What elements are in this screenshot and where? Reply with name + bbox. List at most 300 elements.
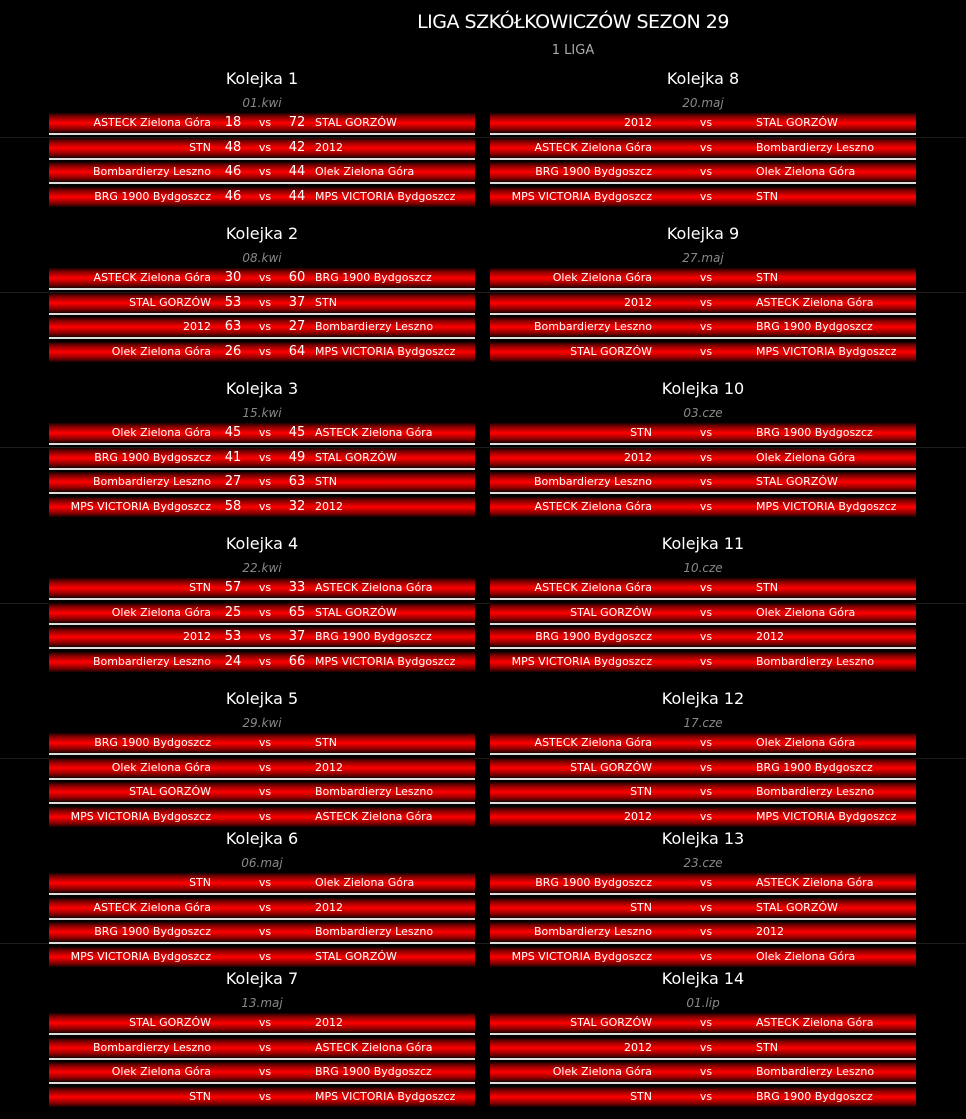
home-score: 27 xyxy=(224,474,242,490)
round-date: 03.cze xyxy=(683,406,723,420)
round-title: Kolejka 2 xyxy=(225,224,299,243)
match-row[interactable] xyxy=(490,1038,916,1060)
vs-label: vs xyxy=(699,295,713,309)
home-team: 2012 xyxy=(624,116,652,129)
match-row[interactable] xyxy=(49,758,475,780)
home-score: 53 xyxy=(224,629,242,645)
home-score: 41 xyxy=(224,449,242,465)
round-title: Kolejka 5 xyxy=(225,689,299,708)
round-title: Kolejka 6 xyxy=(225,829,299,848)
vs-label: vs xyxy=(699,785,713,799)
vs-label: vs xyxy=(258,1040,272,1054)
vs-label: vs xyxy=(258,876,272,889)
home-team: MPS VICTORIA Bydgoszcz xyxy=(511,190,652,204)
home-team: ASTECK Zielona Góra xyxy=(93,271,211,284)
match-row[interactable] xyxy=(49,1013,475,1035)
home-score: 26 xyxy=(224,344,242,360)
vs-label: vs xyxy=(258,140,272,154)
away-team: BRG 1900 Bydgoszcz xyxy=(756,760,873,774)
away-team: BRG 1900 Bydgoszcz xyxy=(315,1065,432,1079)
home-team: BRG 1900 Bydgoszcz xyxy=(94,736,211,749)
home-score: 45 xyxy=(224,425,242,440)
away-score: 42 xyxy=(288,139,306,155)
away-team: STAL GORZÓW xyxy=(315,950,397,964)
round-title: Kolejka 8 xyxy=(666,69,740,88)
vs-label: vs xyxy=(699,116,713,129)
away-team: Bombardierzy Leszno xyxy=(315,320,434,334)
home-team: MPS VICTORIA Bydgoszcz xyxy=(511,655,652,669)
vs-label: vs xyxy=(699,500,713,514)
match-row[interactable] xyxy=(49,317,475,339)
round-title: Kolejka 12 xyxy=(661,689,745,708)
round-date: 06.maj xyxy=(241,856,283,870)
vs-label: vs xyxy=(699,925,713,939)
vs-label: vs xyxy=(699,630,713,644)
match-row[interactable] xyxy=(49,293,475,315)
match-row[interactable] xyxy=(49,947,475,967)
round-2 xyxy=(49,222,475,365)
vs-label: vs xyxy=(258,900,272,914)
match-row[interactable] xyxy=(49,423,475,445)
away-team: STAL GORZÓW xyxy=(756,900,838,914)
match-row[interactable] xyxy=(49,113,475,135)
home-score: 57 xyxy=(224,580,242,595)
home-team: Olek Zielona Góra xyxy=(111,345,211,359)
round-date: 29.kwi xyxy=(242,716,282,730)
home-team: Bombardierzy Leszno xyxy=(533,320,652,334)
round-4 xyxy=(49,532,475,675)
home-score: 30 xyxy=(224,270,242,285)
away-team: STN xyxy=(315,295,337,309)
round-title: Kolejka 4 xyxy=(225,534,299,553)
home-score: 53 xyxy=(224,294,242,310)
match-row[interactable] xyxy=(490,317,916,339)
match-row[interactable] xyxy=(49,1087,475,1107)
away-team: ASTECK Zielona Góra xyxy=(315,810,433,824)
match-row[interactable] xyxy=(490,807,916,827)
vs-label: vs xyxy=(258,1065,272,1079)
round-title: Kolejka 3 xyxy=(225,379,299,398)
vs-label: vs xyxy=(699,1040,713,1054)
home-score: 18 xyxy=(224,115,242,130)
vs-label: vs xyxy=(258,190,272,204)
away-team: ASTECK Zielona Góra xyxy=(315,581,433,594)
match-row[interactable] xyxy=(49,187,475,207)
match-row[interactable] xyxy=(49,448,475,470)
home-team: BRG 1900 Bydgoszcz xyxy=(94,925,211,939)
away-team: 2012 xyxy=(315,760,343,774)
round-10 xyxy=(490,377,916,520)
league-subtitle: 1 LIGA xyxy=(551,43,595,58)
round-5 xyxy=(49,687,475,830)
round-date: 15.kwi xyxy=(242,406,282,420)
match-row[interactable] xyxy=(490,162,916,184)
match-row[interactable] xyxy=(49,578,475,600)
away-team: STN xyxy=(315,736,337,749)
away-score: 44 xyxy=(288,164,306,180)
home-team: Olek Zielona Góra xyxy=(111,605,211,619)
match-row[interactable] xyxy=(490,652,916,672)
away-team: 2012 xyxy=(315,900,343,914)
match-row[interactable] xyxy=(490,342,916,362)
home-team: STAL GORZÓW xyxy=(129,1016,211,1029)
home-team: MPS VICTORIA Bydgoszcz xyxy=(511,950,652,964)
match-row[interactable] xyxy=(490,758,916,780)
away-team: STAL GORZÓW xyxy=(756,475,838,489)
home-team: STN xyxy=(630,785,652,799)
away-score: 44 xyxy=(288,189,306,205)
away-team: STN xyxy=(756,190,778,204)
away-team: STAL GORZÓW xyxy=(756,116,838,129)
home-team: MPS VICTORIA Bydgoszcz xyxy=(70,500,211,514)
away-team: Bombardierzy Leszno xyxy=(756,140,875,154)
vs-label: vs xyxy=(699,426,713,439)
home-team: STN xyxy=(630,1090,652,1104)
away-team: Olek Zielona Góra xyxy=(315,876,415,889)
match-row[interactable] xyxy=(49,922,475,944)
match-row[interactable] xyxy=(49,342,475,362)
vs-label: vs xyxy=(258,295,272,309)
vs-label: vs xyxy=(258,655,272,669)
match-row[interactable] xyxy=(49,138,475,160)
home-team: Bombardierzy Leszno xyxy=(92,655,211,669)
match-row[interactable] xyxy=(490,603,916,625)
match-row[interactable] xyxy=(49,1038,475,1060)
home-team: STAL GORZÓW xyxy=(570,760,652,774)
match-row[interactable] xyxy=(490,138,916,160)
vs-label: vs xyxy=(699,140,713,154)
round-title: Kolejka 10 xyxy=(661,379,745,398)
away-team: Bombardierzy Leszno xyxy=(315,785,434,799)
vs-label: vs xyxy=(258,320,272,334)
home-team: ASTECK Zielona Góra xyxy=(534,581,652,594)
match-row[interactable] xyxy=(490,733,916,755)
round-title: Kolejka 9 xyxy=(666,224,740,243)
away-team: MPS VICTORIA Bydgoszcz xyxy=(315,1090,456,1104)
match-row[interactable] xyxy=(490,268,916,290)
round-title: Kolejka 1 xyxy=(225,69,299,88)
home-team: BRG 1900 Bydgoszcz xyxy=(535,630,652,644)
round-title: Kolejka 11 xyxy=(661,534,745,553)
round-11 xyxy=(490,532,916,675)
round-title: Kolejka 13 xyxy=(661,829,745,848)
home-team: STN xyxy=(189,1090,211,1104)
away-score: 66 xyxy=(288,654,306,670)
vs-label: vs xyxy=(258,1016,272,1029)
home-score: 63 xyxy=(224,319,242,335)
home-team: Bombardierzy Leszno xyxy=(533,475,652,489)
page-title: LIGA SZKÓŁKOWICZÓW SEZON 29 xyxy=(417,11,729,33)
away-team: MPS VICTORIA Bydgoszcz xyxy=(315,345,456,359)
vs-label: vs xyxy=(699,1016,713,1029)
away-team: 2012 xyxy=(756,925,784,939)
home-score: 46 xyxy=(224,164,242,180)
match-row[interactable] xyxy=(490,293,916,315)
away-team: MPS VICTORIA Bydgoszcz xyxy=(315,655,456,669)
vs-label: vs xyxy=(699,950,713,964)
away-team: Bombardierzy Leszno xyxy=(756,1065,875,1079)
away-team: ASTECK Zielona Góra xyxy=(756,1016,874,1029)
match-row[interactable] xyxy=(490,1013,916,1035)
match-row[interactable] xyxy=(49,782,475,804)
away-score: 60 xyxy=(288,270,306,285)
round-3 xyxy=(49,377,475,520)
home-team: MPS VICTORIA Bydgoszcz xyxy=(70,810,211,824)
match-row[interactable] xyxy=(490,947,916,967)
vs-label: vs xyxy=(258,760,272,774)
match-row[interactable] xyxy=(49,603,475,625)
vs-label: vs xyxy=(699,605,713,619)
away-team: Olek Zielona Góra xyxy=(756,950,856,964)
away-team: Bombardierzy Leszno xyxy=(756,785,875,799)
match-row[interactable] xyxy=(490,922,916,944)
away-score: 72 xyxy=(288,115,306,130)
away-team: BRG 1900 Bydgoszcz xyxy=(756,1090,873,1104)
vs-label: vs xyxy=(699,475,713,489)
away-score: 33 xyxy=(288,580,306,595)
away-team: STN xyxy=(756,581,778,594)
vs-label: vs xyxy=(699,760,713,774)
home-team: STN xyxy=(630,426,652,439)
home-team: ASTECK Zielona Góra xyxy=(93,900,211,914)
vs-label: vs xyxy=(258,736,272,749)
vs-label: vs xyxy=(699,810,713,824)
home-team: Olek Zielona Góra xyxy=(552,1065,652,1079)
round-title: Kolejka 14 xyxy=(661,969,745,988)
home-team: Olek Zielona Góra xyxy=(111,426,211,439)
away-team: Olek Zielona Góra xyxy=(756,450,856,464)
away-team: ASTECK Zielona Góra xyxy=(756,295,874,309)
away-score: 32 xyxy=(288,499,306,515)
away-team: STAL GORZÓW xyxy=(315,450,397,464)
away-score: 63 xyxy=(288,474,306,490)
home-team: Bombardierzy Leszno xyxy=(533,925,652,939)
away-team: Olek Zielona Góra xyxy=(756,165,856,179)
vs-label: vs xyxy=(258,116,272,129)
away-team: ASTECK Zielona Góra xyxy=(315,1040,433,1054)
vs-label: vs xyxy=(699,900,713,914)
vs-label: vs xyxy=(699,450,713,464)
round-date: 01.kwi xyxy=(242,96,282,110)
away-score: 64 xyxy=(288,344,306,360)
vs-label: vs xyxy=(258,475,272,489)
vs-label: vs xyxy=(258,925,272,939)
home-team: 2012 xyxy=(183,630,211,644)
vs-label: vs xyxy=(258,1090,272,1104)
vs-label: vs xyxy=(699,320,713,334)
home-team: Bombardierzy Leszno xyxy=(92,475,211,489)
home-team: STN xyxy=(630,900,652,914)
home-team: BRG 1900 Bydgoszcz xyxy=(94,190,211,204)
home-team: Bombardierzy Leszno xyxy=(92,1040,211,1054)
match-row[interactable] xyxy=(49,733,475,755)
match-row[interactable] xyxy=(490,898,916,920)
home-team: 2012 xyxy=(624,450,652,464)
home-team: BRG 1900 Bydgoszcz xyxy=(535,876,652,889)
away-team: MPS VICTORIA Bydgoszcz xyxy=(315,190,456,204)
match-row[interactable] xyxy=(490,782,916,804)
round-title: Kolejka 7 xyxy=(225,969,299,988)
match-row[interactable] xyxy=(49,472,475,494)
away-team: STN xyxy=(756,1040,778,1054)
home-team: MPS VICTORIA Bydgoszcz xyxy=(70,950,211,964)
match-row[interactable] xyxy=(490,472,916,494)
match-row[interactable] xyxy=(49,807,475,827)
away-team: BRG 1900 Bydgoszcz xyxy=(315,630,432,644)
away-team: BRG 1900 Bydgoszcz xyxy=(315,271,432,284)
match-row[interactable] xyxy=(49,497,475,517)
home-team: STAL GORZÓW xyxy=(570,345,652,359)
vs-label: vs xyxy=(258,450,272,464)
away-team: MPS VICTORIA Bydgoszcz xyxy=(756,345,897,359)
away-team: Bombardierzy Leszno xyxy=(315,925,434,939)
away-team: Olek Zielona Góra xyxy=(315,165,415,179)
home-team: Olek Zielona Góra xyxy=(111,1065,211,1079)
vs-label: vs xyxy=(699,165,713,179)
round-date: 13.maj xyxy=(241,996,283,1010)
vs-label: vs xyxy=(699,271,713,284)
vs-label: vs xyxy=(258,500,272,514)
away-team: STN xyxy=(756,271,778,284)
home-team: STAL GORZÓW xyxy=(129,785,211,799)
home-team: ASTECK Zielona Góra xyxy=(534,736,652,749)
home-team: 2012 xyxy=(183,320,211,334)
vs-label: vs xyxy=(258,426,272,439)
round-8 xyxy=(490,67,916,210)
match-row[interactable] xyxy=(49,1062,475,1084)
match-row[interactable] xyxy=(490,113,916,135)
home-score: 24 xyxy=(224,654,242,670)
round-date: 10.cze xyxy=(683,561,723,575)
away-score: 49 xyxy=(288,449,306,465)
vs-label: vs xyxy=(258,581,272,594)
home-team: STAL GORZÓW xyxy=(129,295,211,309)
match-row[interactable] xyxy=(490,497,916,517)
vs-label: vs xyxy=(699,655,713,669)
away-team: 2012 xyxy=(315,1016,343,1029)
home-team: 2012 xyxy=(624,295,652,309)
vs-label: vs xyxy=(258,785,272,799)
match-row[interactable] xyxy=(49,873,475,895)
away-team: 2012 xyxy=(756,630,784,644)
match-row[interactable] xyxy=(490,187,916,207)
away-team: Olek Zielona Góra xyxy=(756,605,856,619)
away-team: Olek Zielona Góra xyxy=(756,736,856,749)
vs-label: vs xyxy=(258,345,272,359)
home-team: STN xyxy=(189,876,211,889)
away-team: Bombardierzy Leszno xyxy=(756,655,875,669)
home-team: STN xyxy=(189,581,211,594)
match-row[interactable] xyxy=(490,627,916,649)
match-row[interactable] xyxy=(49,627,475,649)
away-team: BRG 1900 Bydgoszcz xyxy=(756,426,873,439)
home-score: 25 xyxy=(224,604,242,620)
vs-label: vs xyxy=(258,950,272,964)
home-score: 48 xyxy=(224,139,242,155)
away-team: STAL GORZÓW xyxy=(315,605,397,619)
home-team: STAL GORZÓW xyxy=(570,1016,652,1029)
round-13 xyxy=(490,827,916,970)
away-team: 2012 xyxy=(315,140,343,154)
vs-label: vs xyxy=(699,876,713,889)
match-row[interactable] xyxy=(49,652,475,672)
home-team: BRG 1900 Bydgoszcz xyxy=(94,450,211,464)
round-14 xyxy=(490,967,916,1110)
match-row[interactable] xyxy=(490,1087,916,1107)
vs-label: vs xyxy=(699,581,713,594)
home-score: 58 xyxy=(224,499,242,515)
vs-label: vs xyxy=(258,630,272,644)
home-team: Olek Zielona Góra xyxy=(552,271,652,284)
away-team: MPS VICTORIA Bydgoszcz xyxy=(756,810,897,824)
away-score: 37 xyxy=(288,294,306,310)
home-team: ASTECK Zielona Góra xyxy=(534,140,652,154)
away-score: 65 xyxy=(288,604,306,620)
match-row[interactable] xyxy=(49,268,475,290)
home-team: BRG 1900 Bydgoszcz xyxy=(535,165,652,179)
away-team: ASTECK Zielona Góra xyxy=(756,876,874,889)
home-team: 2012 xyxy=(624,1040,652,1054)
round-6 xyxy=(49,827,475,970)
vs-label: vs xyxy=(699,1065,713,1079)
round-12 xyxy=(490,687,916,830)
round-date: 01.lip xyxy=(686,996,720,1010)
vs-label: vs xyxy=(699,736,713,749)
home-team: ASTECK Zielona Góra xyxy=(93,116,211,129)
match-row[interactable] xyxy=(49,162,475,184)
match-row[interactable] xyxy=(49,898,475,920)
vs-label: vs xyxy=(258,165,272,179)
match-row[interactable] xyxy=(490,873,916,895)
away-team: ASTECK Zielona Góra xyxy=(315,426,433,439)
match-row[interactable] xyxy=(490,1062,916,1084)
vs-label: vs xyxy=(699,1090,713,1104)
vs-label: vs xyxy=(699,190,713,204)
vs-label: vs xyxy=(699,345,713,359)
home-team: ASTECK Zielona Góra xyxy=(534,500,652,514)
round-9 xyxy=(490,222,916,365)
home-team: 2012 xyxy=(624,810,652,824)
round-date: 27.maj xyxy=(682,251,724,265)
away-team: STAL GORZÓW xyxy=(315,116,397,129)
match-row[interactable] xyxy=(490,448,916,470)
round-7 xyxy=(49,967,475,1110)
vs-label: vs xyxy=(258,810,272,824)
away-team: STN xyxy=(315,475,337,489)
round-date: 23.cze xyxy=(683,856,723,870)
match-row[interactable] xyxy=(490,578,916,600)
round-date: 20.maj xyxy=(682,96,724,110)
away-team: MPS VICTORIA Bydgoszcz xyxy=(756,500,897,514)
match-row[interactable] xyxy=(490,423,916,445)
home-team: Bombardierzy Leszno xyxy=(92,165,211,179)
round-date: 17.cze xyxy=(683,716,723,730)
home-team: STAL GORZÓW xyxy=(570,605,652,619)
home-team: Olek Zielona Góra xyxy=(111,760,211,774)
vs-label: vs xyxy=(258,271,272,284)
round-1 xyxy=(49,67,475,210)
home-score: 46 xyxy=(224,189,242,205)
away-team: BRG 1900 Bydgoszcz xyxy=(756,320,873,334)
away-score: 37 xyxy=(288,629,306,645)
home-team: STN xyxy=(189,140,211,154)
round-date: 08.kwi xyxy=(242,251,282,265)
away-score: 27 xyxy=(288,319,306,335)
away-score: 45 xyxy=(288,425,306,440)
away-team: 2012 xyxy=(315,500,343,514)
vs-label: vs xyxy=(258,605,272,619)
round-date: 22.kwi xyxy=(242,561,282,575)
